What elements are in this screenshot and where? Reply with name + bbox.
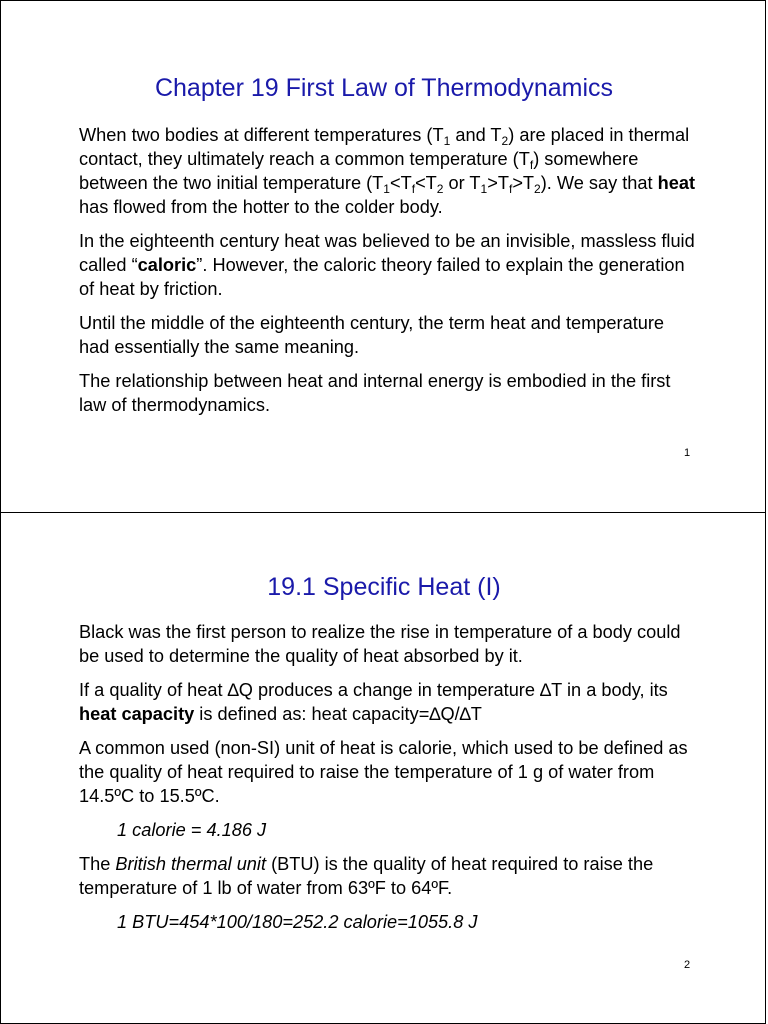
- bold-term-heat: heat: [657, 173, 696, 193]
- slide-2-paragraph-1: Black was the first person to realize the rise in temperature of a body could be used to determine the quality of heat absorbed by it.: [79, 622, 681, 666]
- subscript: f: [508, 182, 513, 196]
- slide-2-title: 19.1 Specific Heat (I): [267, 573, 501, 601]
- text-run: (BTU) is the quality of heat required to raise the temperature of 1 lb of water from 63ºF to 64ºF.: [79, 854, 654, 898]
- subscript: f: [529, 158, 534, 172]
- bold-term-caloric: caloric: [137, 255, 197, 275]
- text-run: ”. However, the caloric theory failed to explain the generation of heat by friction.: [79, 255, 685, 299]
- equation-btu: 1 BTU=454*100/180=252.2 calorie=1055.8 J: [117, 912, 478, 932]
- text-run: ) are placed in thermal contact, they ultimately reach a common temperature (T: [79, 125, 690, 169]
- subscript: 1: [383, 182, 390, 196]
- slide-2-paragraph-2: [79, 678, 699, 726]
- slide-1-paragraph-1: [79, 123, 699, 219]
- bold-term-heat-capacity: heat capacity: [79, 704, 195, 724]
- text-run: <T: [415, 173, 437, 193]
- text-run: ). We say that: [540, 173, 658, 193]
- slide-2: [0, 512, 766, 1024]
- subscript: 1: [480, 182, 488, 196]
- text-run: ) somewhere between the two initial temperature (T: [79, 149, 639, 193]
- slide-1-body: [79, 123, 699, 427]
- text-run: or T: [443, 173, 481, 193]
- slide-2-paragraph-3: A common used (non-SI) unit of heat is calorie, which used to be defined as the quality of heat required to raise the temperature of 1 g of water from 14.5ºC to 15.5ºC.: [79, 738, 688, 806]
- slide-1: [0, 0, 766, 513]
- page-number: 2: [684, 959, 691, 971]
- text-run: has flowed from the hotter to the colder body.: [79, 197, 443, 217]
- text-run: If a quality of heat ∆Q produces a change in temperature ∆T in a body, its: [79, 680, 668, 700]
- subscript: 2: [501, 134, 509, 148]
- subscript: 1: [443, 134, 451, 148]
- equation-calorie: 1 calorie = 4.186 J: [117, 820, 267, 840]
- text-run: <T: [389, 173, 412, 193]
- slide-2-paragraph-4: [79, 852, 699, 900]
- slide-1-paragraph-3: Until the middle of the eighteenth century, the term heat and temperature had essentially the same meaning.: [79, 313, 665, 357]
- slide-1-paragraph-4: The relationship between heat and internal energy is embodied in the first law of thermodynamics.: [79, 371, 671, 415]
- text-run: >T: [512, 173, 535, 193]
- text-run: The: [79, 854, 116, 874]
- text-run: and T: [450, 125, 502, 145]
- text-run: >T: [487, 173, 509, 193]
- text-run: is defined as: heat capacity=∆Q/∆T: [194, 704, 482, 724]
- italic-term-btu: British thermal unit: [115, 854, 267, 874]
- subscript: 2: [534, 182, 541, 196]
- slide-1-paragraph-2: [79, 229, 699, 301]
- subscript: f: [411, 182, 416, 196]
- text-run: In the eighteenth century heat was believed to be an invisible, massless fluid called “: [79, 231, 695, 275]
- text-run: When two bodies at different temperatures (T: [79, 125, 444, 145]
- slide-1-title: Chapter 19 First Law of Thermodynamics: [154, 74, 614, 102]
- subscript: 2: [436, 182, 444, 196]
- slide-2-body: [79, 620, 699, 944]
- page-number: 1: [684, 447, 691, 459]
